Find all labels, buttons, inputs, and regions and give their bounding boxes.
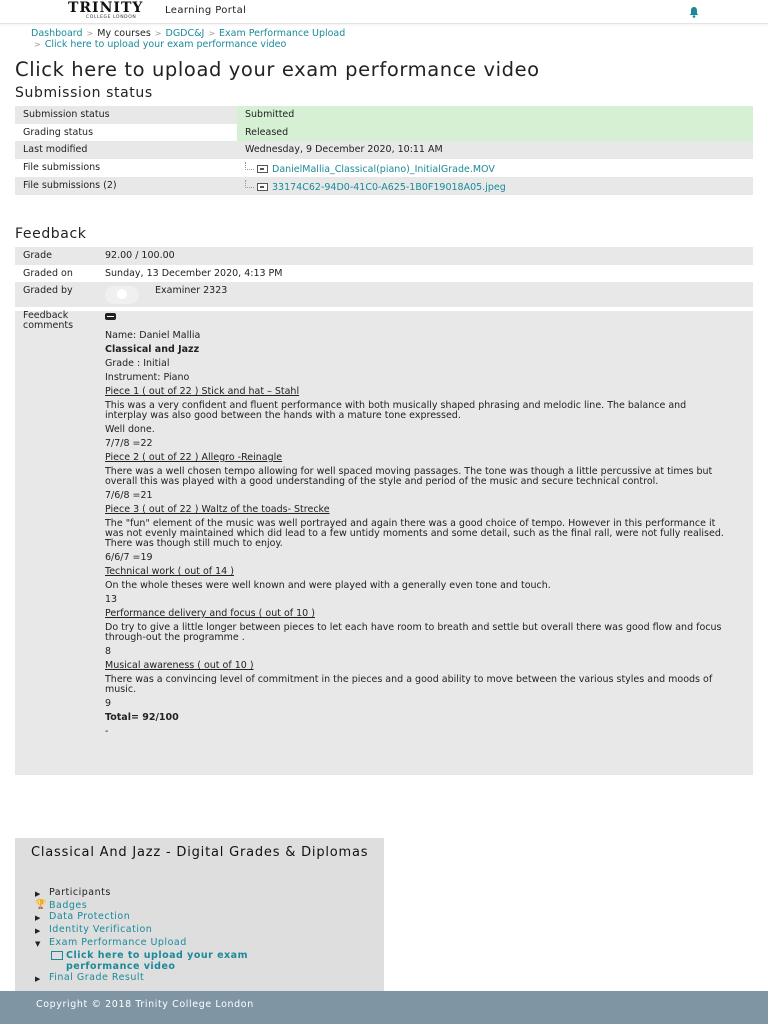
grade-value: 92.00 / 100.00 (105, 250, 175, 261)
file-cell (237, 159, 753, 177)
row-label: Feedback comments (23, 310, 74, 331)
breadcrumb-section[interactable]: Exam Performance Upload (219, 28, 346, 39)
feedback-paragraph: There was a convincing level of commitment in the pieces and a good ability to move between the various styles and moods of music. (105, 674, 713, 695)
table-row (15, 106, 753, 124)
avatar (105, 286, 139, 304)
row-label: Last modified (23, 144, 88, 155)
logo-subtitle: COLLEGE LONDON (86, 15, 137, 20)
tree-line (245, 162, 254, 170)
trinity-logo[interactable] (68, 2, 143, 21)
nav-label[interactable]: Data Protection (49, 911, 131, 922)
nav-item-data-protection[interactable] (35, 911, 316, 924)
feedback-paragraph: Total= 92/100 (105, 712, 179, 723)
tree-line (245, 180, 254, 188)
chevron-right-icon: > (154, 29, 162, 38)
nav-item-final-grade[interactable] (35, 972, 316, 985)
feedback-paragraph: Instrument: Piano (105, 372, 190, 383)
graded-on-value: Sunday, 13 December 2020, 4:13 PM (105, 268, 283, 279)
row-label: Graded on (23, 268, 73, 279)
portal-name: Learning Portal (165, 5, 247, 16)
row-label: Grade (23, 250, 52, 261)
row-label: Grading status (23, 127, 94, 138)
feedback-paragraph: 13 (105, 594, 118, 605)
top-navbar (0, 0, 768, 24)
nav-item-badges[interactable] (35, 900, 316, 911)
nav-label[interactable]: Identity Verification (49, 924, 153, 935)
nav-item-current-activity[interactable] (35, 950, 316, 972)
triangle-right-icon: ▶ (35, 927, 41, 935)
feedback-heading: Feedback (15, 226, 87, 242)
triangle-right-icon: ▶ (35, 914, 41, 922)
table-row (15, 247, 753, 265)
feedback-paragraph: Grade : Initial (105, 358, 170, 369)
nav-label[interactable]: Final Grade Result (49, 972, 145, 983)
feedback-paragraph: The "fun" element of the music was well portrayed and again there was a good choice of tempo. However in this performance it was not evenly maintained which did lead to a few untidy moments and some detail, such as the final rall, were not fully realised. There was though still much to enjoy. (105, 518, 724, 549)
feedback-paragraph: 7/7/8 =22 (105, 438, 153, 449)
breadcrumb (31, 28, 345, 50)
row-label: File submissions (2) (23, 180, 117, 191)
triangle-right-icon: ▶ (35, 975, 41, 983)
examiner-name: Examiner 2323 (155, 285, 228, 296)
page-title: Click here to upload your exam performance video (15, 58, 540, 81)
submission-status-value: Submitted (237, 106, 753, 124)
feedback-paragraph: Name: Daniel Mallia (105, 330, 201, 341)
logo-wordmark: TRINITY (68, 0, 144, 16)
image-file-link[interactable]: 33174C62-94D0-41C0-A625-1B0F19018A05.jpeg (272, 182, 506, 193)
feedback-paragraph: Piece 2 ( out of 22 ) Allegro -Reinagle (105, 452, 283, 463)
graded-by-cell (97, 282, 753, 307)
row-label: Submission status (15, 106, 237, 124)
feedback-paragraph: Technical work ( out of 14 ) (105, 566, 234, 577)
chevron-right-icon: > (34, 40, 41, 49)
nav-label[interactable]: Badges (49, 900, 88, 911)
submission-status-table (15, 106, 753, 195)
feedback-paragraph: 7/6/8 =21 (105, 490, 153, 501)
submission-status-heading: Submission status (15, 85, 153, 101)
feedback-paragraph: Classical and Jazz (105, 344, 200, 355)
row-label: Graded by (23, 285, 73, 296)
grading-status-value: Released (237, 124, 753, 141)
table-row (15, 177, 753, 195)
video-file-link[interactable]: DanielMallia_Classical(piano)_InitialGrade.MOV (272, 164, 495, 175)
feedback-paragraph: 8 (105, 646, 112, 657)
feedback-paragraph: Do try to give a little longer between pieces to let each have room to breath and settle but overall there was good flow and focus through-out the programme . (105, 622, 722, 643)
nav-item-participants[interactable] (35, 887, 316, 900)
upload-activity-icon (51, 951, 63, 960)
course-nav (35, 887, 316, 985)
nav-label[interactable]: Exam Performance Upload (49, 937, 187, 948)
comments-list (105, 331, 729, 737)
breadcrumb-dashboard[interactable]: Dashboard (31, 28, 83, 39)
feedback-paragraph: 6/6/7 =19 (105, 552, 153, 563)
course-navigation-block (15, 838, 384, 991)
triangle-down-icon: ▼ (35, 940, 41, 948)
nav-item-exam-upload[interactable] (35, 937, 316, 950)
feedback-table (15, 247, 753, 775)
feedback-paragraph: - (105, 726, 109, 737)
feedback-paragraph: This was a very confident and fluent performance with both musically shaped phrasing and melodic line. The balance and interplay was also good between the hands with a mature tone expressed. (105, 400, 687, 421)
chevron-right-icon: > (208, 29, 216, 38)
table-row (15, 265, 753, 282)
copyright-text: Copyright © 2018 Trinity College London (36, 999, 254, 1010)
row-label: File submissions (23, 162, 101, 173)
table-row (15, 124, 753, 141)
feedback-comments (97, 311, 753, 775)
table-row (15, 311, 753, 775)
bell-icon[interactable] (687, 5, 701, 19)
feedback-paragraph: There was a well chosen tempo allowing for well spaced moving passages. The tone was though a little percussive at times but overall this was played with a good understanding of the style and period of the music and secure technical control. (105, 466, 713, 487)
collapse-icon[interactable] (105, 313, 116, 320)
breadcrumb-current[interactable]: Click here to upload your exam performance video (44, 39, 287, 50)
image-file-icon (257, 183, 268, 191)
chevron-right-icon: > (86, 29, 94, 38)
table-row (15, 159, 753, 177)
video-file-icon (257, 165, 268, 173)
nav-label[interactable]: Click here to upload your exam performance video (66, 950, 248, 972)
trophy-icon: 🏆 (35, 900, 47, 910)
table-row (15, 282, 753, 307)
feedback-paragraph: On the whole theses were well known and were played with a generally even tone and touch. (105, 580, 551, 591)
nav-item-identity-verification[interactable] (35, 924, 316, 937)
table-row (15, 141, 753, 159)
feedback-paragraph: Well done. (105, 424, 155, 435)
page-footer (0, 991, 768, 1024)
feedback-paragraph: Performance delivery and focus ( out of 10 ) (105, 608, 315, 619)
nav-label[interactable]: Participants (49, 887, 111, 898)
feedback-paragraph: Piece 1 ( out of 22 ) Stick and hat – Stahl (105, 386, 300, 397)
breadcrumb-my-courses[interactable]: My courses (97, 28, 151, 39)
breadcrumb-course[interactable]: DGDC&J (165, 28, 205, 39)
file-cell (237, 177, 753, 195)
feedback-paragraph: Piece 3 ( out of 22 ) Waltz of the toads- Strecke (105, 504, 330, 515)
feedback-paragraph: 9 (105, 698, 112, 709)
triangle-right-icon: ▶ (35, 890, 41, 898)
feedback-paragraph: Musical awareness ( out of 10 ) (105, 660, 254, 671)
course-title: Classical And Jazz - Digital Grades & Diplomas (31, 845, 369, 860)
last-modified-value: Wednesday, 9 December 2020, 10:11 AM (245, 144, 443, 155)
